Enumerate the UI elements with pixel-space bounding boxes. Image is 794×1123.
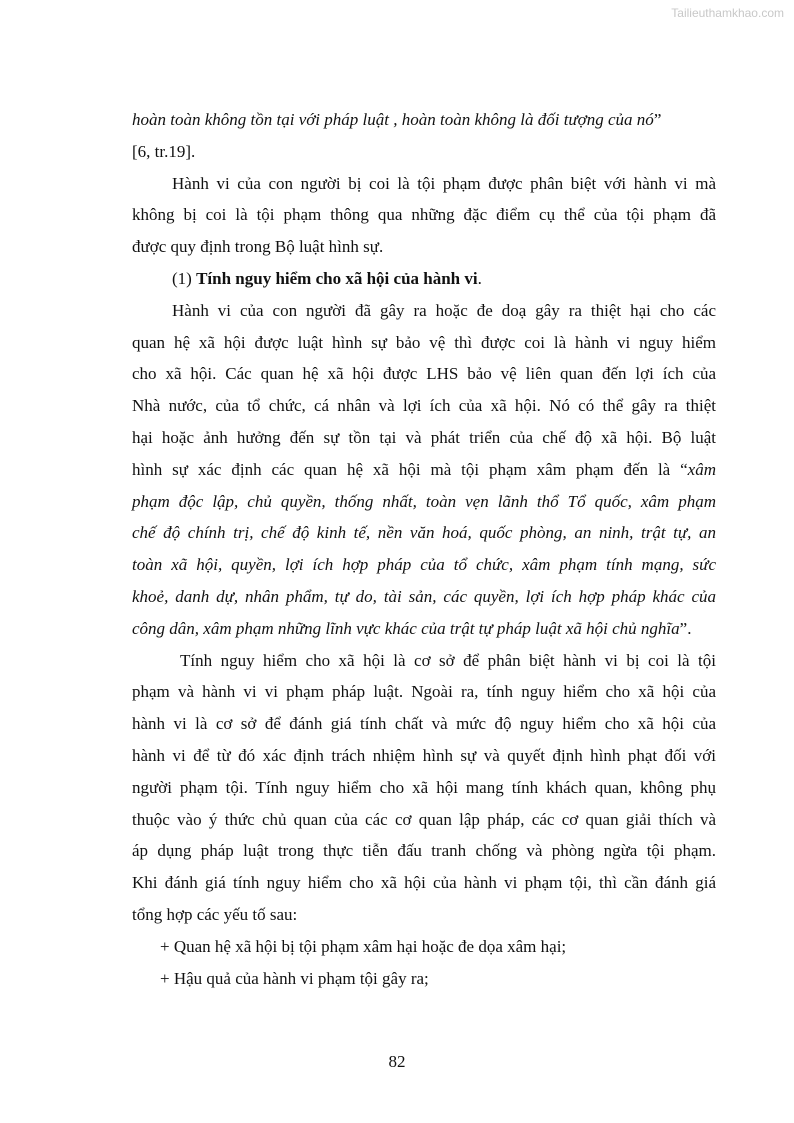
quote-mark: ” [653, 110, 662, 129]
text-line: phạm và hành vi vi phạm pháp luật. Ngoài ra, tính nguy hiểm cho xã hội của [132, 682, 716, 702]
text-line: Hành vi của con người đã gây ra hoặc đe doạ gây ra thiệt hại cho các [172, 300, 716, 320]
heading-number: (1) [172, 268, 197, 288]
text-line: áp dụng pháp luật trong thực tiễn đấu tranh chống và phòng ngừa tội phạm. [132, 841, 716, 861]
text-line: Hành vi của con người bị coi là tội phạm được phân biệt với hành vi mà [172, 173, 716, 193]
heading-period: . [477, 268, 482, 288]
text-segment-italic: xâm [687, 459, 716, 479]
list-item: + Hậu quả của hành vi phạm tội gây ra; [160, 968, 429, 988]
text-line: khoẻ, danh dự, nhân phẩm, tự do, tài sản, các quyền, lợi ích hợp pháp khác của [132, 586, 716, 606]
section-heading [132, 263, 716, 295]
page-number: 82 [388, 1052, 406, 1071]
citation: [6, tr.19]. [132, 141, 196, 161]
text-line: người phạm tội. Tính nguy hiểm cho xã hội mang tính khách quan, không phụ [132, 777, 716, 797]
text-line: hại hoặc ảnh hưởng đến sự tồn tại và phát triển của chế độ xã hội. Bộ luật [132, 427, 716, 447]
text-line: hành vi để từ đó xác định trách nhiệm hình sự và quyết định hình phạt đối với [132, 745, 716, 765]
text-segment-italic: công dân, xâm phạm những lĩnh vực khác của trật tự pháp luật xã hội chủ nghĩa [132, 618, 680, 638]
text-line: thuộc vào ý thức chủ quan của các cơ quan lập pháp, các cơ quan giải thích và [132, 809, 716, 829]
quote-mark: ”. [679, 618, 692, 638]
text-line: toàn xã hội, quyền, lợi ích hợp pháp của tổ chức, xâm phạm tính mạng, sức [132, 555, 716, 575]
text-segment: hình sự xác định các quan hệ xã hội mà tội phạm xâm phạm đến là “ [132, 459, 688, 479]
text-line: Khi đánh giá tính nguy hiểm cho xã hội của hành vi phạm tội, thì cần đánh giá [132, 873, 716, 893]
text-line: cho xã hội. Các quan hệ xã hội được LHS bảo vệ liên quan đến lợi ích của [132, 364, 716, 384]
list-item: + Quan hệ xã hội bị tội phạm xâm hại hoặc đe dọa xâm hại; [160, 936, 567, 956]
heading-title: Tính nguy hiểm cho xã hội của hành vi [196, 268, 478, 288]
text-line [132, 613, 716, 645]
quote-text: hoàn toàn không tồn tại với pháp luật , hoàn toàn không là đối tượng của nó [132, 110, 654, 129]
watermark: Tailieuthamkhao.com [671, 6, 784, 20]
text-line: Tính nguy hiểm cho xã hội là cơ sở để phân biệt hành vi bị coi là tội [180, 650, 716, 670]
text-line: phạm độc lập, chủ quyền, thống nhất, toàn vẹn lãnh thổ Tổ quốc, xâm phạm [132, 491, 716, 511]
text-line [132, 104, 716, 136]
text-line: hành vi là cơ sở để đánh giá tính chất và mức độ nguy hiểm cho xã hội của [132, 714, 716, 734]
text-line: Nhà nước, của tổ chức, cá nhân và lợi ích của xã hội. Nó có thể gây ra thiệt [132, 396, 716, 416]
document-body [132, 104, 716, 994]
text-line: chế độ chính trị, chế độ kinh tế, nền văn hoá, quốc phòng, an ninh, trật tự, an [132, 523, 716, 543]
text-line [132, 454, 716, 486]
text-line: tổng hợp các yếu tố sau: [132, 904, 298, 924]
text-line: được quy định trong Bộ luật hình sự. [132, 237, 384, 257]
text-line: không bị coi là tội phạm thông qua những đặc điểm cụ thể của tội phạm đã [132, 205, 716, 225]
text-line: quan hệ xã hội được luật hình sự bảo vệ thì được coi là hành vi nguy hiểm [132, 332, 716, 352]
